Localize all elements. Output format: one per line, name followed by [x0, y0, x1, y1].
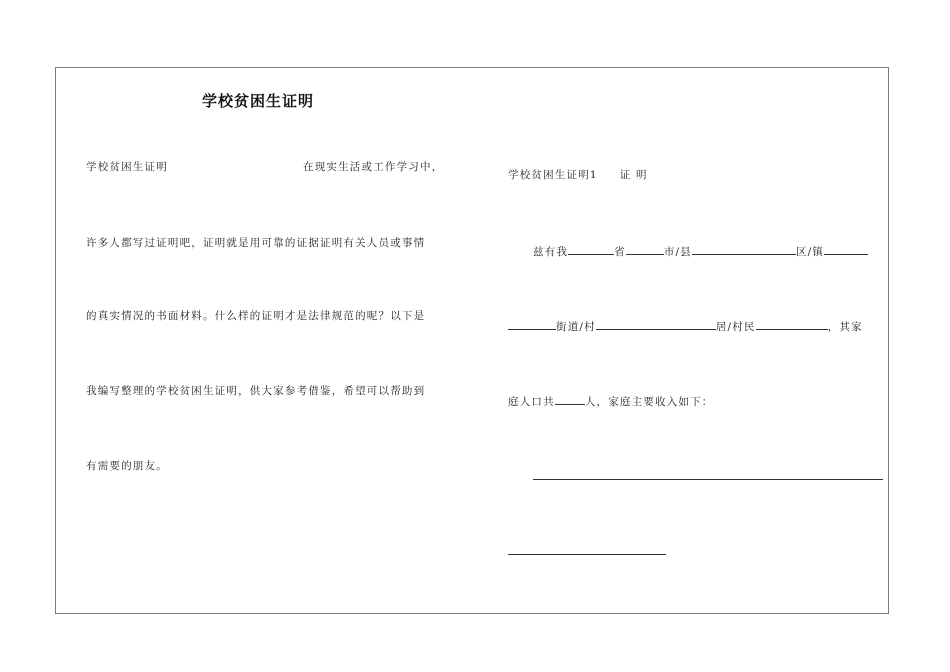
left-line-4: 我编写整理的学校贫困生证明，供大家参考借鉴，希望可以帮助到	[86, 385, 426, 397]
form-line-1-text-2: 省	[614, 246, 626, 258]
left-line-1-end: 在现实生活或工作学习中，	[303, 161, 444, 173]
left-line-3: 的真实情况的书面材料。什么样的证明才是法律规范的呢？以下是	[86, 310, 426, 322]
blank-city[interactable]	[626, 243, 664, 255]
left-line-5: 有需要的朋友。	[86, 460, 168, 472]
form-line-1-text-4: 区/镇	[795, 246, 825, 258]
form-line-1	[533, 243, 868, 259]
document-title: 学校贫困生证明	[202, 92, 315, 110]
right-heading	[508, 168, 648, 182]
form-line-1-text-1: 兹有我	[533, 246, 569, 258]
document-frame	[55, 67, 889, 614]
blank-town[interactable]	[824, 243, 868, 255]
left-line-1-start: 学校贫困生证明	[86, 161, 168, 173]
blank-village[interactable]	[596, 318, 716, 330]
form-line-2-text-2: 居/村民	[715, 321, 756, 333]
form-line-3	[508, 393, 714, 409]
form-line-2	[508, 318, 863, 334]
right-heading-word: 证 明	[619, 169, 648, 181]
blank-district[interactable]	[692, 243, 796, 255]
income-blank-line-1[interactable]	[533, 479, 883, 480]
blank-street[interactable]	[508, 318, 556, 330]
blank-resident-name[interactable]	[756, 318, 828, 330]
form-line-3-text-1: 庭人口共	[508, 396, 555, 408]
form-line-2-text-1: 街道/村	[556, 321, 596, 333]
form-line-2-text-3: ，其家	[827, 321, 863, 333]
blank-province[interactable]	[568, 243, 614, 255]
income-blank-line-2[interactable]	[508, 554, 666, 555]
form-line-1-text-3: 市/县	[663, 246, 692, 258]
right-heading-text: 学校贫困生证明1	[508, 169, 598, 181]
form-line-3-text-2: 人，家庭主要收入如下：	[584, 396, 714, 408]
blank-household-size[interactable]	[555, 393, 585, 405]
left-line-2: 许多人都写过证明吧，证明就是用可靠的证据证明有关人员或事情	[86, 237, 426, 249]
